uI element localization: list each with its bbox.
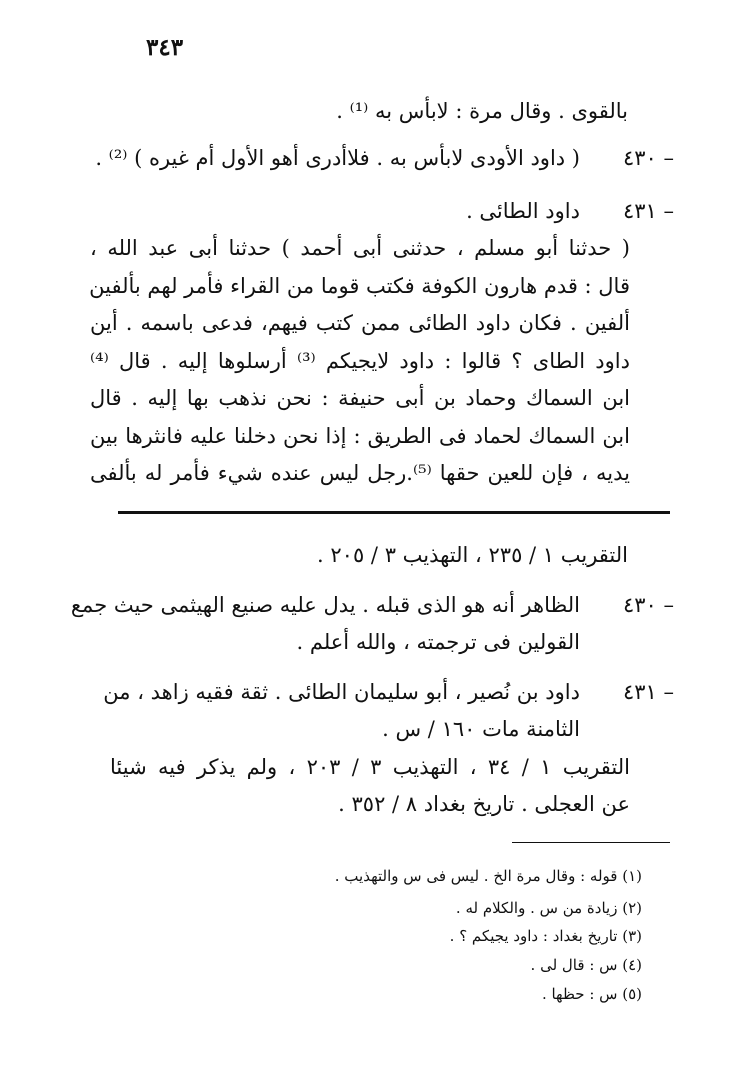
entry-431-text: داود الطائى .	[466, 199, 580, 223]
narration-line: ابن السماك وحماد بن أبى حنيفة : نحن نذهب بها إليه . قال	[90, 386, 630, 410]
entry-number-431: ٤٣١ –	[622, 199, 674, 223]
commentary-line: الظاهر أنه هو الذى قبله . يدل عليه صنيع الهيثمى حيث جمع	[70, 593, 580, 617]
footnote: (٢) زيادة من س . والكلام له .	[455, 899, 642, 917]
commentary-number-431: ٤٣١ –	[622, 680, 674, 704]
footnote-divider	[512, 842, 670, 843]
footnote: (٤) س : قال لى .	[530, 956, 642, 974]
footnote: (٥) س : حظها .	[541, 985, 642, 1003]
narration-line: ابن السماك لحماد فى الطريق : إذا نحن دخلنا عليه فانثرها بين	[90, 424, 630, 448]
main-divider	[118, 511, 670, 514]
page-number: ٣٤٣	[146, 34, 184, 61]
commentary-line: عن العجلى . تاريخ بغداد ٨ / ٣٥٢ .	[338, 792, 630, 816]
commentary-line: داود بن نُصير ، أبو سليمان الطائى . ثقة فقيه زاهد ، من	[103, 680, 580, 704]
narration-line: قال : قدم هارون الكوفة فكتب قوما من القراء فأمر لهم بألفين	[89, 274, 630, 298]
commentary-line: التقريب ١ / ٣٤ ، التهذيب ٣ / ٢٠٣ ، ولم يذكر فيه شيئا	[110, 755, 630, 779]
entry-430-text: ( داود الأودى لابأس به . فلاأدرى أهو الأول أم غيره ) ⁽²⁾ .	[95, 146, 580, 170]
entry-number-430: ٤٣٠ –	[622, 146, 674, 170]
narration-line: داود الطاى ؟ قالوا : داود لايجيكم ⁽³⁾ أرسلوها إليه . قال ⁽⁴⁾	[90, 349, 630, 373]
commentary-number-430: ٤٣٠ –	[622, 593, 674, 617]
narration-line: ( حدثنا أبو مسلم ، حدثنى أبى أحمد ) حدثنا أبى عبد الله ،	[90, 236, 630, 260]
main-line: بالقوى . وقال مرة : لابأس به ⁽¹⁾ .	[336, 99, 628, 123]
footnote: (١) قوله : وقال مرة الخ . ليس فى س والتهذيب .	[334, 867, 642, 885]
commentary-line: الثامنة مات ١٦٠ / س .	[382, 717, 580, 741]
narration-line: ألفين . فكان داود الطائى ممن كتب فيهم، فدعى باسمه . أين	[90, 311, 630, 335]
commentary-line: التقريب ١ / ٢٣٥ ، التهذيب ٣ / ٢٠٥ .	[317, 543, 628, 567]
footnote: (٣) تاريخ بغداد : داود يجيكم ؟ .	[449, 927, 642, 945]
narration-line: يديه ، فإن للعين حقها ⁽⁵⁾.رجل ليس عنده شيء فأمر له بألفى	[90, 461, 630, 485]
commentary-line: القولين فى ترجمته ، والله أعلم .	[296, 630, 580, 654]
